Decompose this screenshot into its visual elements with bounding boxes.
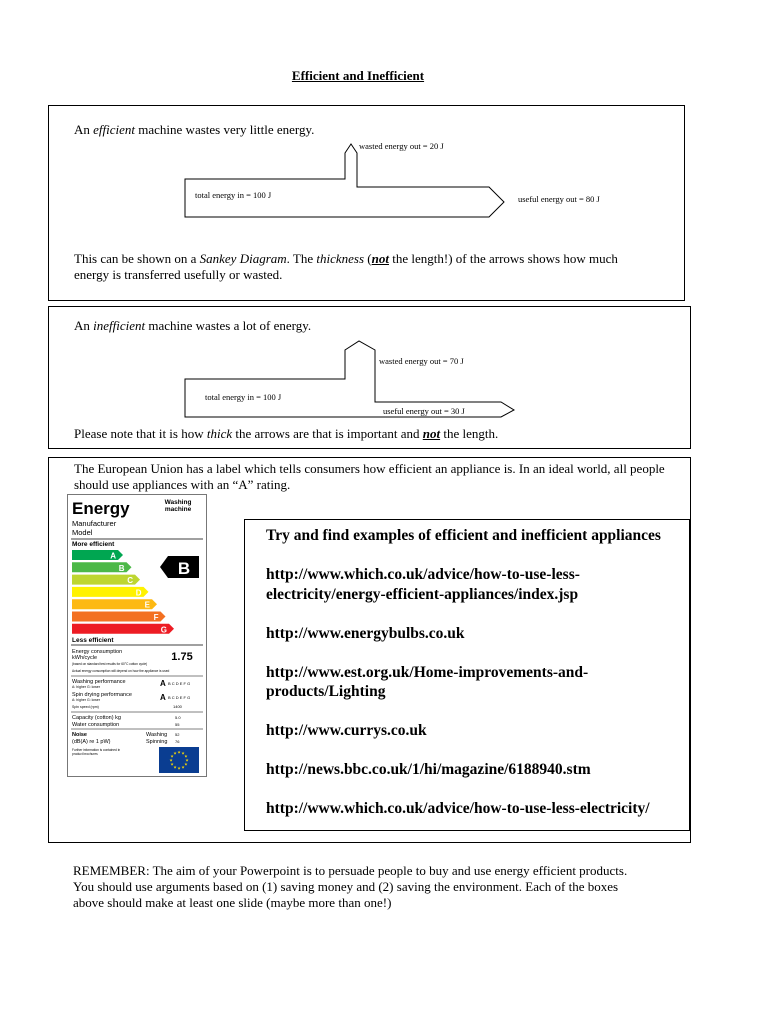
- efficient-description: [74, 251, 634, 283]
- eu-star: ★: [177, 749, 181, 755]
- note-part: the arrows are that is important and: [232, 426, 423, 441]
- efficient-total-label: total energy in = 100 J: [195, 190, 272, 200]
- grade-bar-g: [72, 624, 174, 634]
- eu-star: ★: [170, 761, 174, 767]
- desc-not-emph: not: [371, 251, 389, 266]
- capacity-value: 5.0: [175, 715, 181, 720]
- inefficient-total-label: total energy in = 100 J: [205, 392, 282, 402]
- inefficient-intro-pre: An: [74, 318, 94, 333]
- inefficient-wasted-label: wasted energy out = 70 J: [379, 356, 464, 366]
- note-part: Please note that it is how: [74, 426, 207, 441]
- desc-sankey-em: Sankey Diagram: [199, 251, 287, 266]
- consumption-label-2: kWh/cycle: [72, 655, 98, 661]
- spin-speed: Spin speed (rpm): [72, 705, 99, 709]
- noise-spinning-value: 76: [175, 739, 180, 744]
- note-not-emph: not: [422, 426, 441, 441]
- remember-paragraph: REMEMBER: The aim of your Powerpoint is to persuade people to buy and use energy efficient products. You should use arguments based on (1) saving money and (2) saving the environment. Each of the boxes above should make at least one slide (maybe more than one!): [73, 863, 628, 910]
- energy-label-graphic: [68, 495, 206, 776]
- further-info-1: Further information is contained in: [72, 748, 121, 752]
- sankey-efficient-arrow: [185, 144, 504, 217]
- washing-word: Washing: [164, 499, 192, 506]
- link-bbc[interactable]: http://news.bbc.co.uk/1/hi/magazine/6188940.stm: [266, 761, 591, 778]
- washing-scale: A: higher G: lower: [72, 685, 101, 689]
- noise-unit: (dB(A) re 1 pW): [72, 739, 111, 745]
- link-currys[interactable]: http://www.currys.co.uk: [266, 722, 427, 739]
- eu-star: ★: [185, 757, 189, 763]
- consumption-label-1: Energy consumption: [72, 649, 123, 655]
- consumption-value: 1.75: [171, 651, 193, 663]
- eu-text: The European Union has a label which tells consumers how efficient an appliance is. In an ideal world, all people should use appliances with an “A” rating.: [74, 461, 665, 492]
- energy-label-model: Model: [72, 528, 93, 537]
- links-box: [244, 519, 690, 831]
- grade-letter-e: E: [144, 600, 150, 610]
- eu-star: ★: [170, 753, 174, 759]
- noise-washing-value: 52: [175, 732, 180, 737]
- desc-thickness-em: thickness: [316, 251, 365, 266]
- link-energybulbs[interactable]: http://www.energybulbs.co.uk: [266, 624, 465, 642]
- energy-label: [67, 494, 207, 777]
- rating-letter: B: [177, 559, 191, 578]
- spin-grade-row: B C D E F G: [168, 695, 191, 700]
- links-heading: Try and find examples of efficient and inefficient appliances: [266, 527, 661, 544]
- inefficient-useful-label: useful energy out = 30 J: [383, 406, 465, 416]
- spin-grade: A: [160, 693, 166, 702]
- inefficient-intro-em: inefficient: [93, 318, 146, 333]
- energy-label-more-efficient: More efficient: [72, 541, 115, 548]
- efficient-box: [48, 105, 685, 301]
- inefficient-box: [48, 306, 691, 449]
- spin-perf: Spin drying performance: [72, 692, 132, 698]
- eu-star: ★: [181, 750, 185, 756]
- further-info: [72, 748, 120, 756]
- grade-letter-f: F: [153, 613, 159, 622]
- efficient-intro-pre: An: [74, 122, 94, 137]
- links-content: [245, 520, 689, 819]
- noise-washing: Washing: [146, 732, 168, 738]
- washing-grade: A: [160, 679, 166, 688]
- grade-bar-f: [72, 612, 166, 622]
- page-title: Efficient and Inefficient: [291, 68, 425, 83]
- consumption-note: Actual energy consumption will depend on how the appliance is used: [72, 669, 170, 673]
- eu-star: ★: [184, 753, 188, 759]
- eu-star: ★: [177, 765, 181, 771]
- link-which-2[interactable]: http://www.which.co.uk/advice/how-to-use-less-electricity/: [266, 800, 650, 817]
- link-which[interactable]: http://www.which.co.uk/advice/how-to-use-less-electricity/energy-efficient-appliances/index.jsp: [266, 566, 580, 603]
- energy-label-manufacturer: Manufacturer: [72, 519, 117, 528]
- note-part: the length.: [440, 426, 499, 441]
- energy-label-less-efficient: Less efficient: [72, 637, 114, 644]
- machine-word: machine: [164, 506, 192, 513]
- eu-star: ★: [181, 764, 185, 770]
- efficient-intro-post: machine wastes very little energy.: [135, 122, 315, 137]
- eu-star: ★: [173, 750, 177, 756]
- grade-letter-b: B: [118, 563, 125, 573]
- desc-part: . The: [286, 251, 317, 266]
- spin-scale: A: higher G: lower: [72, 698, 101, 702]
- spin-speed-value: 1400: [173, 704, 182, 709]
- eu-star: ★: [184, 761, 188, 767]
- efficient-intro-em: efficient: [93, 122, 136, 137]
- noise: Noise: [72, 732, 87, 738]
- eu-star: ★: [173, 764, 177, 770]
- inefficient-note: [74, 426, 498, 442]
- desc-part: This can be shown on a: [74, 251, 200, 266]
- noise-spinning: Spinning: [146, 739, 168, 745]
- energy-label-washing-machine: [165, 499, 192, 513]
- washing-grade-row: B C D E F G: [168, 681, 191, 686]
- desc-part: the length!) of the arrows shows how much energy is transferred usefully or wasted.: [74, 251, 618, 282]
- consumption-fine: (based on standard test results for 60°C cotton cycle): [72, 662, 148, 666]
- eu-star: ★: [169, 757, 173, 763]
- further-info-2: product brochures: [72, 752, 98, 756]
- water: Water consumption: [72, 722, 120, 728]
- washing-perf: Washing performance: [72, 679, 126, 685]
- grade-bars: [72, 550, 174, 634]
- water-value: 55: [175, 722, 180, 727]
- grade-letter-g: G: [160, 625, 167, 635]
- grade-letter-a: A: [110, 551, 116, 561]
- link-est[interactable]: http://www.est.org.uk/Home-improvements-and-products/Lighting: [266, 663, 589, 700]
- grade-letter-d: D: [135, 588, 142, 598]
- energy-label-title: Energy: [72, 499, 130, 518]
- grade-letter-c: C: [127, 576, 133, 586]
- desc-part: (: [364, 251, 372, 266]
- efficient-useful-label: useful energy out = 80 J: [518, 194, 600, 204]
- note-thick-em: thick: [206, 426, 233, 441]
- inefficient-intro-post: machine wastes a lot of energy.: [145, 318, 312, 333]
- efficient-wasted-label: wasted energy out = 20 J: [359, 141, 444, 151]
- capacity: Capacity (cotton) kg: [72, 715, 121, 721]
